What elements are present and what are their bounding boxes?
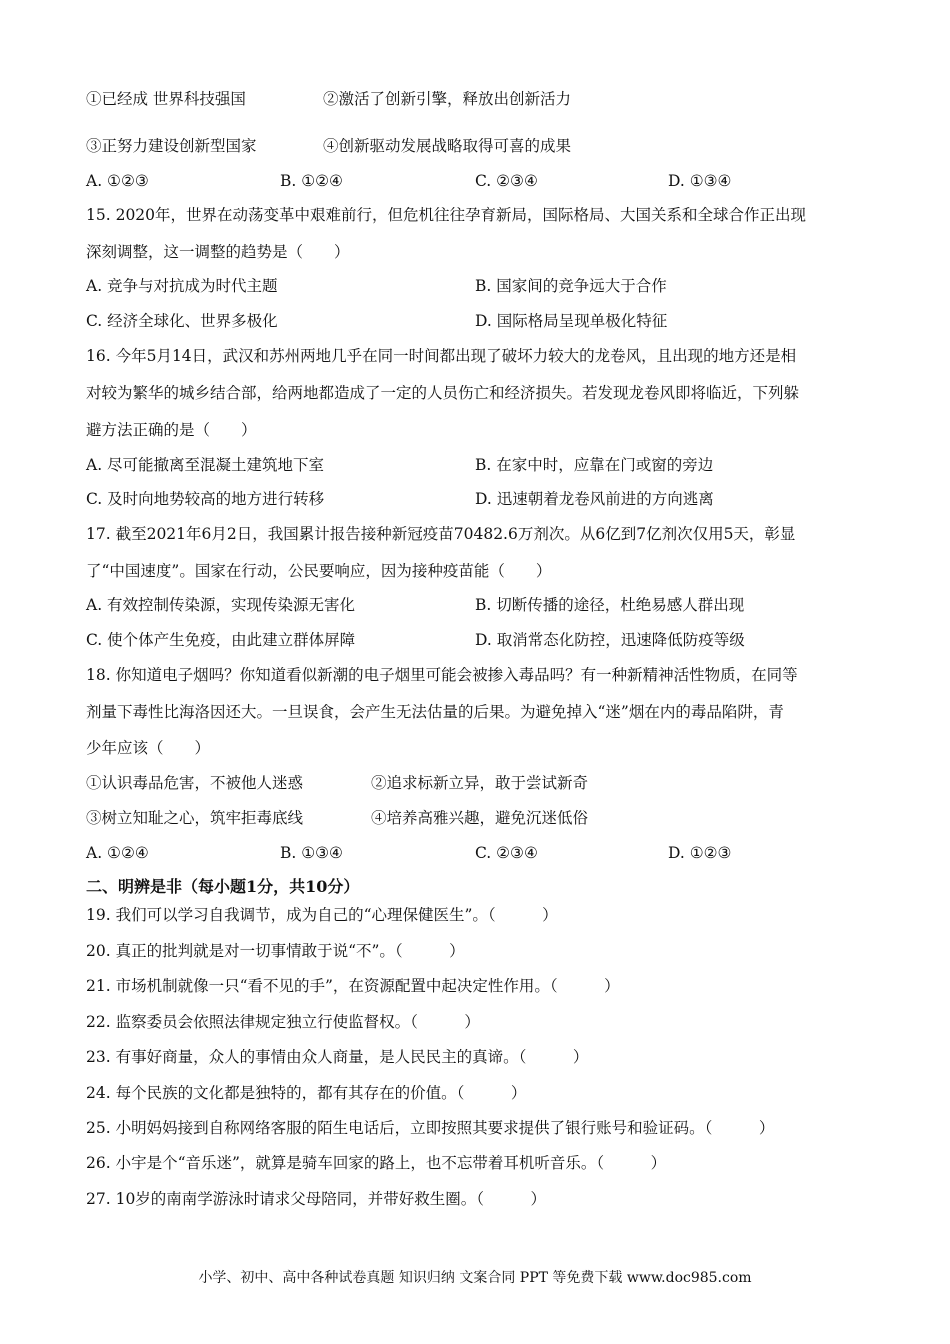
q14-option-b: B. ①②④ <box>280 172 343 190</box>
q15-option-b: B. 国家间的竞争远大于合作 <box>475 277 667 295</box>
q16-stem-line-2: 对较为繁华的城乡结合部，给两地都造成了一定的人员伤亡和经济损失。若发现龙卷风即将临近，下列躲 <box>86 384 800 402</box>
tf-item-20: 20. 真正的批判就是对一切事情敢于说“不”。（ ） <box>86 942 465 960</box>
tf-item-25: 25. 小明妈妈接到自称网络客服的陌生电话后，立即按照其要求提供了银行账号和验证码。（ ） <box>86 1119 775 1137</box>
q16-option-a: A. 尽可能撤离至混凝土建筑地下室 <box>86 456 325 474</box>
q18-statement-2: ②追求标新立异，敢于尝试新奇 <box>371 774 589 792</box>
q18-stem-line-1: 18. 你知道电子烟吗？你知道看似新潮的电子烟里可能会被掺入毒品吗？有一种新精神活性物质，在同等 <box>86 666 798 684</box>
q18-option-d: D. ①②③ <box>668 844 732 862</box>
q17-option-a: A. 有效控制传染源，实现传染源无害化 <box>86 596 356 614</box>
q14-option-c: C. ②③④ <box>475 172 538 190</box>
q16-option-b: B. 在家中时，应靠在门或窗的旁边 <box>475 456 714 474</box>
q17-stem-line-2: 了“中国速度”。国家在行动，公民要响应，因为接种疫苗能（ ） <box>86 562 552 580</box>
q17-stem-line-1: 17. 截至2021年6月2日，我国累计报告接种新冠疫苗70482.6万剂次。从6亿到7亿剂次仅用5天，彰显 <box>86 525 796 543</box>
q14-option-a: A. ①②③ <box>86 172 149 190</box>
q16-option-c: C. 及时向地势较高的地方进行转移 <box>86 490 325 508</box>
q18-stem-line-2: 剂量下毒性比海洛因还大。一旦误食，会产生无法估量的后果。为避免掉入“迷”烟在内的毒品陷阱，青 <box>86 703 784 721</box>
q18-statement-1: ①认识毒品危害，不被他人迷惑 <box>86 774 304 792</box>
q17-option-d: D. 取消常态化防控，迅速降低防疫等级 <box>475 631 745 649</box>
tf-item-27: 27. 10岁的南南学游泳时请求父母陪同，并带好救生圈。（ ） <box>86 1190 547 1208</box>
q18-option-a: A. ①②④ <box>86 844 149 862</box>
q14-statement-4: ④创新驱动发展战略取得可喜的成果 <box>323 137 572 155</box>
q18-option-b: B. ①③④ <box>280 844 343 862</box>
q14-option-d: D. ①③④ <box>668 172 732 190</box>
tf-item-21: 21. 市场机制就像一只“看不见的手”，在资源配置中起决定性作用。（ ） <box>86 977 620 995</box>
q14-statement-3: ③正努力建设创新型国家 <box>86 137 257 155</box>
q16-stem-line-3: 避方法正确的是（ ） <box>86 421 257 439</box>
q18-option-c: C. ②③④ <box>475 844 538 862</box>
q15-option-a: A. 竞争与对抗成为时代主题 <box>86 277 278 295</box>
q18-statement-4: ④培养高雅兴趣，避免沉迷低俗 <box>371 809 589 827</box>
tf-item-22: 22. 监察委员会依照法律规定独立行使监督权。（ ） <box>86 1013 480 1031</box>
q15-option-c: C. 经济全球化、世界多极化 <box>86 312 278 330</box>
q16-option-d: D. 迅速朝着龙卷风前进的方向逃离 <box>475 490 714 508</box>
q14-statement-1: ①已经成 世界科技强国 <box>86 90 246 108</box>
q14-statement-2: ②激活了创新引擎，释放出创新活力 <box>323 90 572 108</box>
tf-item-19: 19. 我们可以学习自我调节，成为自己的“心理保健医生”。（ ） <box>86 906 558 924</box>
q15-option-d: D. 国际格局呈现单极化特征 <box>475 312 668 330</box>
q18-stem-line-3: 少年应该（ ） <box>86 739 211 757</box>
tf-item-26: 26. 小宇是个“音乐迷”，就算是骑车回家的路上，也不忘带着耳机听音乐。（ ） <box>86 1154 667 1172</box>
q17-option-c: C. 使个体产生免疫，由此建立群体屏障 <box>86 631 356 649</box>
q18-statement-3: ③树立知耻之心，筑牢拒毒底线 <box>86 809 304 827</box>
tf-item-23: 23. 有事好商量，众人的事情由众人商量，是人民民主的真谛。（ ） <box>86 1048 589 1066</box>
page-footer: 小学、初中、高中各种试卷真题 知识归纳 文案合同 PPT 等免费下载 www.doc985.com <box>198 1270 752 1286</box>
q15-stem-line-2: 深刻调整，这一调整的趋势是（ ） <box>86 243 350 261</box>
q15-stem-line-1: 15. 2020年，世界在动荡变革中艰难前行，但危机往往孕育新局，国际格局、大国关系和全球合作正出现 <box>86 206 807 224</box>
q16-stem-line-1: 16. 今年5月14日，武汉和苏州两地几乎在同一时间都出现了破坏力较大的龙卷风，且出现的地方还是相 <box>86 347 797 365</box>
section-2-title: 二、明辨是非（每小题1分，共10分） <box>86 877 360 896</box>
q17-option-b: B. 切断传播的途径，杜绝易感人群出现 <box>475 596 745 614</box>
tf-item-24: 24. 每个民族的文化都是独特的，都有其存在的价值。（ ） <box>86 1084 527 1102</box>
